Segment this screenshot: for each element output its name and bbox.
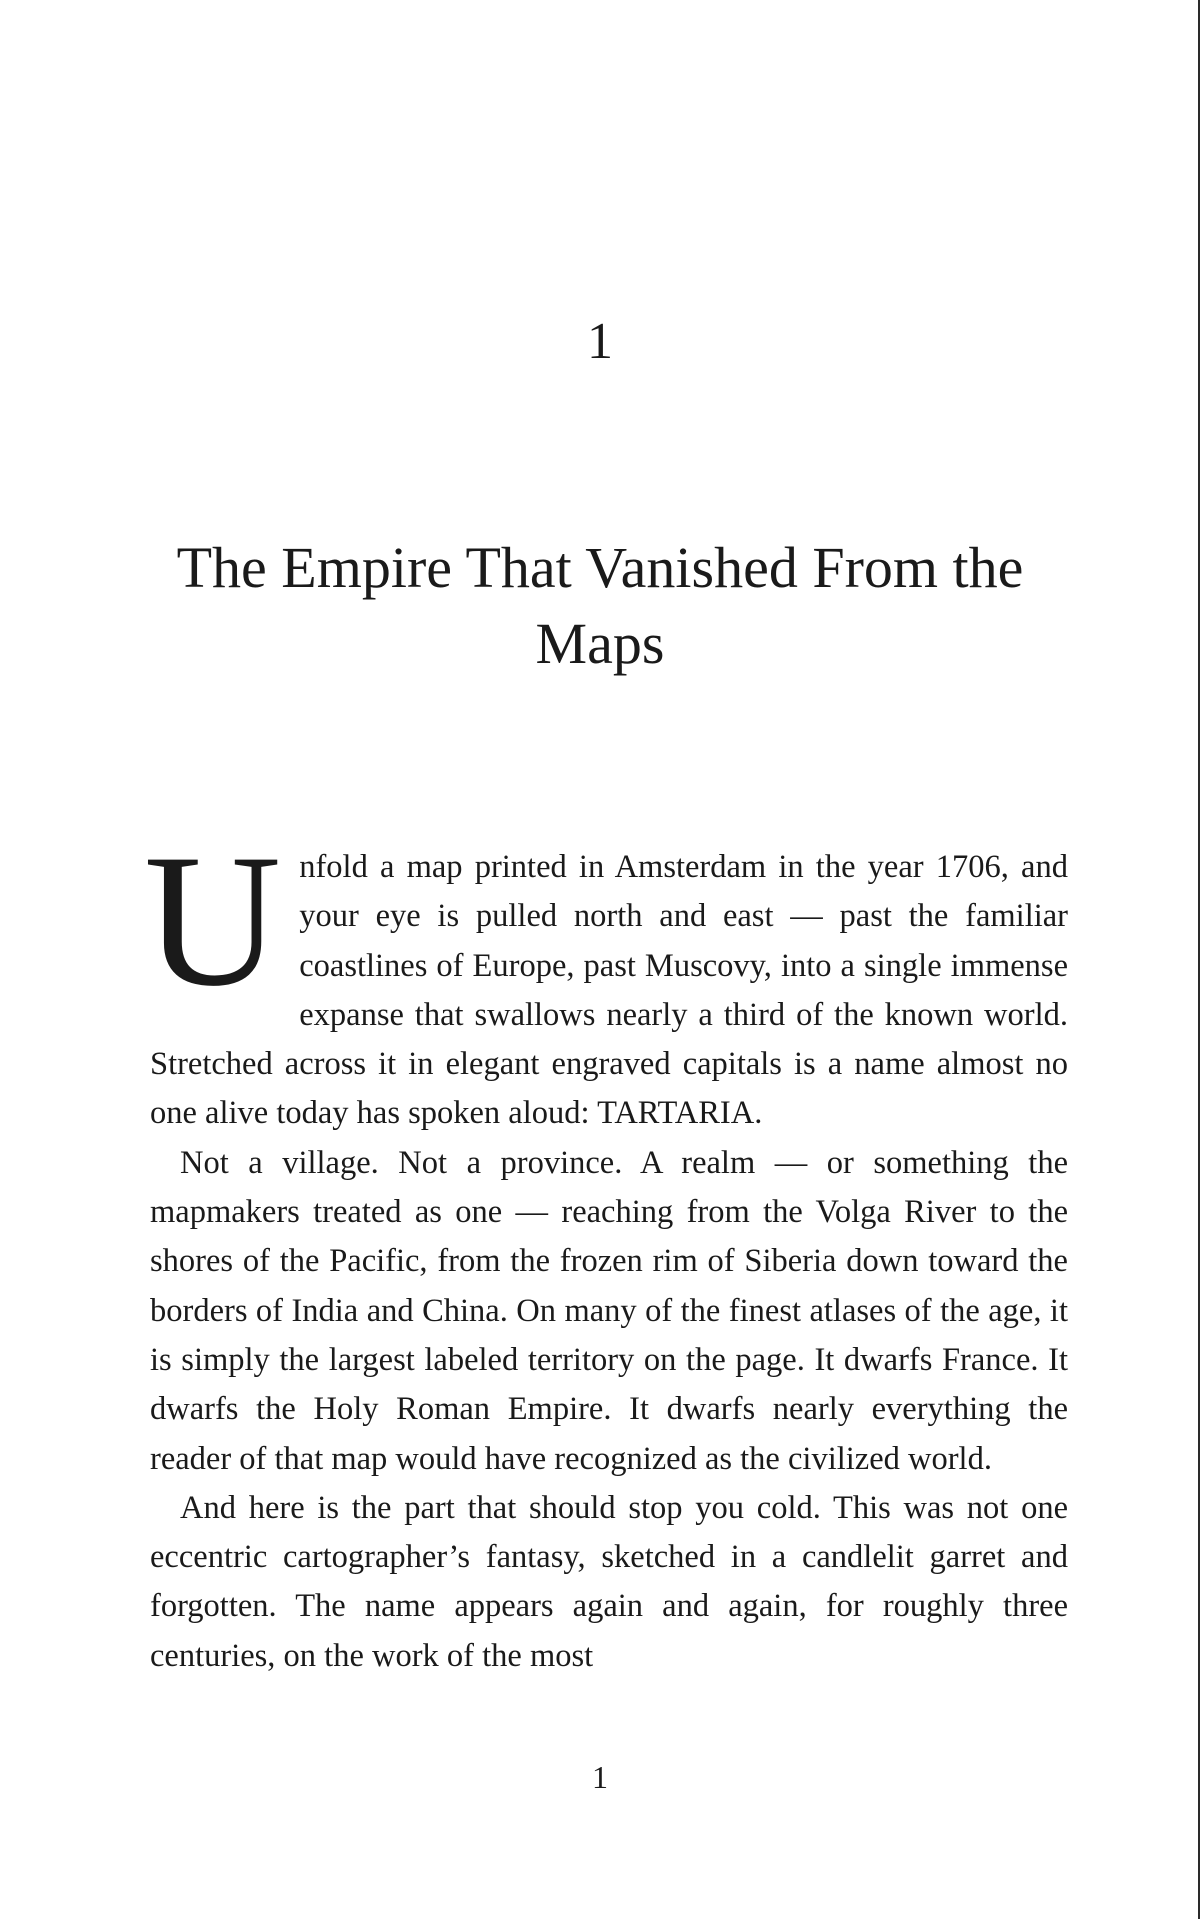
paragraph-1 bbox=[144, 816, 1068, 1139]
paragraph-1-text: nfold a map printed in Amsterdam in the year 1706, and your eye is pulled north and east — past the familiar coastlines of Europe, past Muscovy, into a single immense expanse that swallows nearly a third of the known world. Stretched across it in elegant engraved capitals is a name almost no one alive today has spoken aloud: TARTARIA. bbox=[150, 849, 1068, 1132]
page-number: 1 bbox=[592, 1759, 608, 1795]
chapter-number: 1 bbox=[587, 313, 613, 370]
paragraph-3: And here is the part that should stop you cold. This was not one eccentric cartographer’s fantasy, sketched in a candlelit garret and forgotten. The name appears again and again, for roughly three centuries, on the work of the most bbox=[150, 1489, 1068, 1674]
drop-cap: U bbox=[144, 816, 282, 1026]
paragraph-2: Not a village. Not a province. A realm — or something the mapmakers treated as one — reaching from the Volga River to the shores of the Pacific, from the frozen rim of Siberia down toward the borders of India and China. On many of the finest atlases of the age, it is simply the largest labeled territory on the page. It dwarfs France. It dwarfs the Holy Roman Empire. It dwarfs nearly everything the reader of that map would have recognized as the civilized world. bbox=[150, 1144, 1068, 1477]
chapter-body bbox=[144, 816, 1068, 1681]
chapter-title: The Empire That Vanished From the Maps bbox=[176, 535, 1024, 676]
